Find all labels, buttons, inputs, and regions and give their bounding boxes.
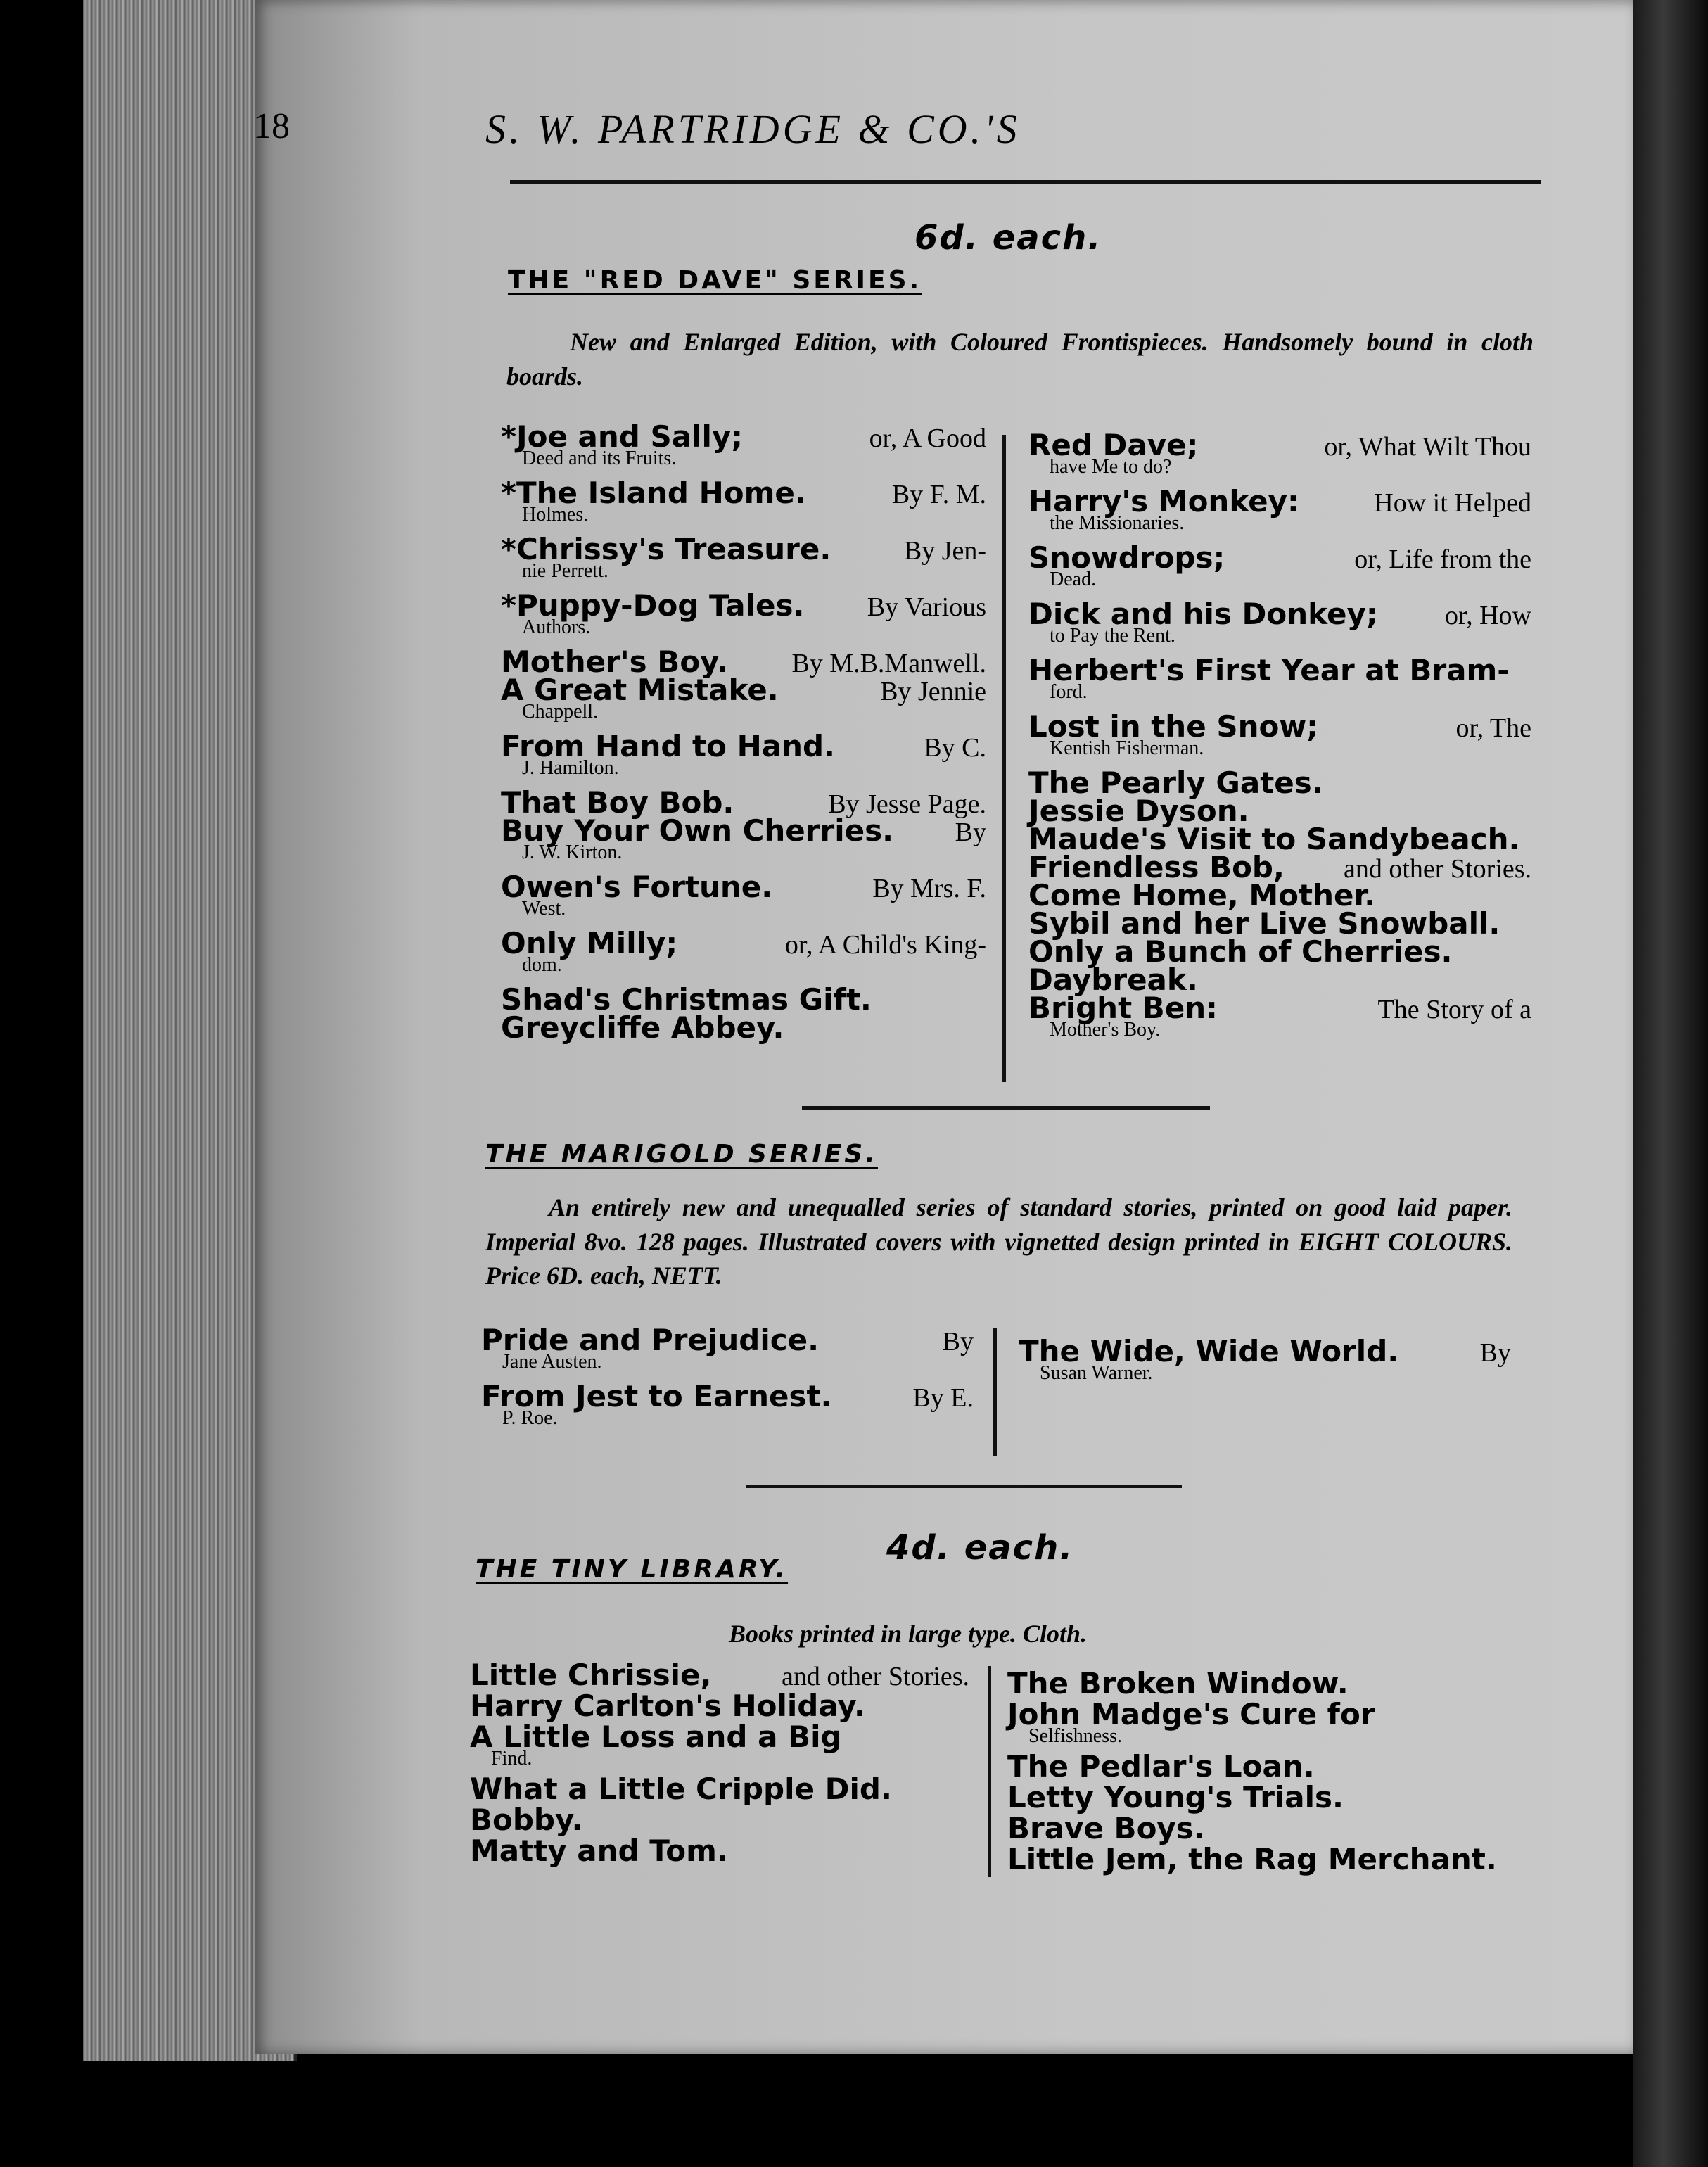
book-author-or-subtitle: By Jesse Page. <box>828 789 986 819</box>
book-title: Red Dave; <box>1028 428 1199 462</box>
book-title: Little Jem, the Rag Merchant. <box>1007 1842 1497 1876</box>
book-title: John Madge's Cure for <box>1007 1697 1375 1731</box>
book-entry <box>1028 599 1531 646</box>
book-continuation: Holmes. <box>522 504 589 526</box>
book-title: A Little Loss and a Big <box>470 1720 842 1754</box>
book-entry <box>470 1836 969 1866</box>
book-entry <box>470 1691 969 1721</box>
book-entry <box>1007 1780 1507 1815</box>
book-entry <box>1028 993 1531 1040</box>
column-divider <box>993 1328 997 1456</box>
book-title: The Wide, Wide World. <box>1019 1334 1399 1368</box>
book-title: Jessie Dyson. <box>1028 794 1249 828</box>
book-title: Mother's Boy. <box>501 644 728 679</box>
book-entry <box>470 1722 969 1769</box>
series-title-red-dave: THE "RED DAVE" SERIES. <box>508 266 922 295</box>
series-description-red-dave: New and Enlarged Edition, with Coloured Frontispieces. Handsomely bound in cloth boards. <box>506 328 1534 390</box>
book-author-or-subtitle: By <box>955 818 986 847</box>
book-continuation: dom. <box>522 954 562 976</box>
header-rule <box>510 180 1541 184</box>
book-entry <box>1007 1749 1507 1784</box>
book-title: Matty and Tom. <box>470 1834 728 1868</box>
book-title: From Jest to Earnest. <box>481 1379 832 1413</box>
book-entry <box>1028 428 1531 478</box>
book-title: Lost in the Snow; <box>1028 709 1318 744</box>
publisher-heading: S. W. PARTRIDGE & CO.'S <box>485 106 1021 152</box>
book-continuation: Selfishness. <box>1028 1725 1122 1747</box>
book-author-or-subtitle: By Jen- <box>903 536 986 566</box>
book-entry <box>481 1323 974 1373</box>
book-title: Herbert's First Year at Bram- <box>1028 653 1510 687</box>
book-title: Bobby. <box>470 1803 583 1837</box>
book-author-or-subtitle: By M.B.Manwell. <box>791 649 986 678</box>
book-title: *Puppy-Dog Tales. <box>501 588 805 623</box>
facing-page-shadow <box>1633 0 1708 2167</box>
book-continuation: Mother's Boy. <box>1050 1019 1161 1041</box>
book-author-or-subtitle: By C. <box>924 733 986 763</box>
book-author-or-subtitle: By Mrs. F. <box>872 874 986 903</box>
book-title: Little Chrissie, <box>470 1658 712 1692</box>
book-entry <box>481 1379 974 1429</box>
book-entry <box>501 926 986 976</box>
book-title: A Great Mistake. <box>501 673 779 707</box>
book-title: Harry Carlton's Holiday. <box>470 1689 865 1723</box>
book-continuation: Deed and its Fruits. <box>522 447 677 469</box>
book-continuation: nie Perrett. <box>522 560 608 582</box>
book-title: Snowdrops; <box>1028 540 1225 575</box>
book-title: *The Island Home. <box>501 476 806 510</box>
book-author-or-subtitle: and other Stories. <box>781 1662 969 1691</box>
book-continuation: J. W. Kirton. <box>522 841 623 863</box>
book-title: Letty Young's Trials. <box>1007 1780 1344 1815</box>
book-entry <box>501 419 986 469</box>
book-author-or-subtitle: By F. M. <box>891 480 986 509</box>
book-author-or-subtitle: and other Stories. <box>1343 854 1531 884</box>
book-title: That Boy Bob. <box>501 785 734 820</box>
book-entry <box>470 1774 969 1804</box>
book-continuation: Susan Warner. <box>1040 1362 1153 1384</box>
series-title-marigold: THE MARIGOLD SERIES. <box>485 1140 878 1169</box>
book-entry <box>501 1010 986 1045</box>
book-author-or-subtitle: or, How <box>1444 601 1531 630</box>
book-author-or-subtitle: By E. <box>912 1383 974 1413</box>
book-author-or-subtitle: or, Life from the <box>1354 545 1531 574</box>
book-title: Bright Ben: <box>1028 991 1218 1025</box>
book-title: Shad's Christmas Gift. <box>501 982 872 1017</box>
book-entry <box>501 532 986 582</box>
book-author-or-subtitle: The Story of a <box>1377 995 1531 1024</box>
book-continuation: P. Roe. <box>502 1407 558 1429</box>
book-entry <box>1028 709 1531 759</box>
book-entry <box>470 1660 969 1690</box>
book-continuation: West. <box>522 898 566 920</box>
book-continuation: Jane Austen. <box>502 1351 602 1373</box>
book-author-or-subtitle: or, What Wilt Thou <box>1324 432 1531 462</box>
book-author-or-subtitle: By <box>1479 1338 1511 1368</box>
book-entry <box>1028 540 1531 590</box>
book-entry <box>501 813 986 863</box>
section-rule <box>746 1485 1182 1488</box>
book-title: Harry's Monkey: <box>1028 484 1299 519</box>
book-entry <box>1028 484 1531 534</box>
book-title: Daybreak. <box>1028 962 1198 997</box>
book-author-or-subtitle: or, The <box>1455 713 1531 743</box>
series-description-tiny-library: Books printed in large type. Cloth. <box>729 1620 1088 1648</box>
book-entry <box>470 1805 969 1835</box>
book-title: The Pearly Gates. <box>1028 765 1323 800</box>
book-title: The Broken Window. <box>1007 1666 1349 1701</box>
book-author-or-subtitle: or, A Child's King- <box>784 930 986 960</box>
price-heading-6d: 6d. each. <box>914 218 1102 258</box>
book-title: Friendless Bob, <box>1028 850 1285 884</box>
series-title-tiny-library: THE TINY LIBRARY. <box>476 1555 789 1584</box>
book-title: Brave Boys. <box>1007 1811 1205 1845</box>
book-title: *Chrissy's Treasure. <box>501 532 831 566</box>
book-title: Owen's Fortune. <box>501 870 773 904</box>
book-entry <box>1007 1697 1507 1747</box>
book-continuation: Authors. <box>522 616 591 638</box>
book-author-or-subtitle: How it Helped <box>1374 488 1531 518</box>
book-author-or-subtitle: By Various <box>867 592 986 622</box>
book-continuation: Find. <box>491 1748 533 1769</box>
book-continuation: Dead. <box>1050 568 1097 590</box>
column-divider <box>988 1666 991 1877</box>
book-entry <box>1007 1811 1507 1845</box>
book-entry <box>501 478 986 525</box>
page-number: 18 <box>253 106 290 146</box>
book-entry <box>1007 1842 1507 1876</box>
book-title: Dick and his Donkey; <box>1028 597 1378 631</box>
book-title: Pride and Prejudice. <box>481 1323 820 1357</box>
book-entry <box>1028 653 1531 703</box>
section-rule <box>802 1106 1210 1110</box>
book-title: Buy Your Own Cherries. <box>501 813 894 848</box>
price-heading-4d: 4d. each. <box>886 1528 1074 1568</box>
book-entry <box>501 729 986 779</box>
book-title: From Hand to Hand. <box>501 729 836 763</box>
book-entry <box>501 588 986 638</box>
book-continuation: Chappell. <box>522 701 599 723</box>
book-title: What a Little Cripple Did. <box>470 1772 892 1806</box>
book-entry <box>501 872 986 919</box>
book-author-or-subtitle: By Jennie <box>880 677 986 706</box>
book-continuation: the Missionaries. <box>1050 512 1185 534</box>
book-title: *Joe and Sally; <box>501 419 744 454</box>
book-author-or-subtitle: By <box>942 1327 974 1356</box>
book-title: Maude's Visit to Sandybeach. <box>1028 822 1520 856</box>
book-continuation: ford. <box>1050 681 1088 703</box>
column-divider <box>1002 435 1006 1082</box>
book-author-or-subtitle: or, A Good <box>869 424 986 453</box>
book-title: Greycliffe Abbey. <box>501 1010 784 1045</box>
book-entry <box>1019 1334 1511 1384</box>
book-title: The Pedlar's Loan. <box>1007 1749 1315 1784</box>
book-title: Only Milly; <box>501 926 678 960</box>
book-title: Only a Bunch of Cherries. <box>1028 934 1453 969</box>
book-continuation: to Pay the Rent. <box>1050 625 1175 647</box>
book-continuation: J. Hamilton. <box>522 757 619 779</box>
series-description-marigold: An entirely new and unequalled series of standard stories, printed on good laid paper. Imperial 8vo. 128 pages. Illustrated covers with vignetted design printed in EIGHT COLOURS. Price 6D. each, NETT. <box>485 1193 1512 1290</box>
book-continuation: Kentish Fisherman. <box>1050 737 1204 759</box>
book-entry <box>1007 1666 1507 1701</box>
book-entry <box>501 675 986 722</box>
book-continuation: have Me to do? <box>1050 456 1172 478</box>
book-title: Come Home, Mother. <box>1028 878 1376 913</box>
book-title: Sybil and her Live Snowball. <box>1028 906 1500 941</box>
